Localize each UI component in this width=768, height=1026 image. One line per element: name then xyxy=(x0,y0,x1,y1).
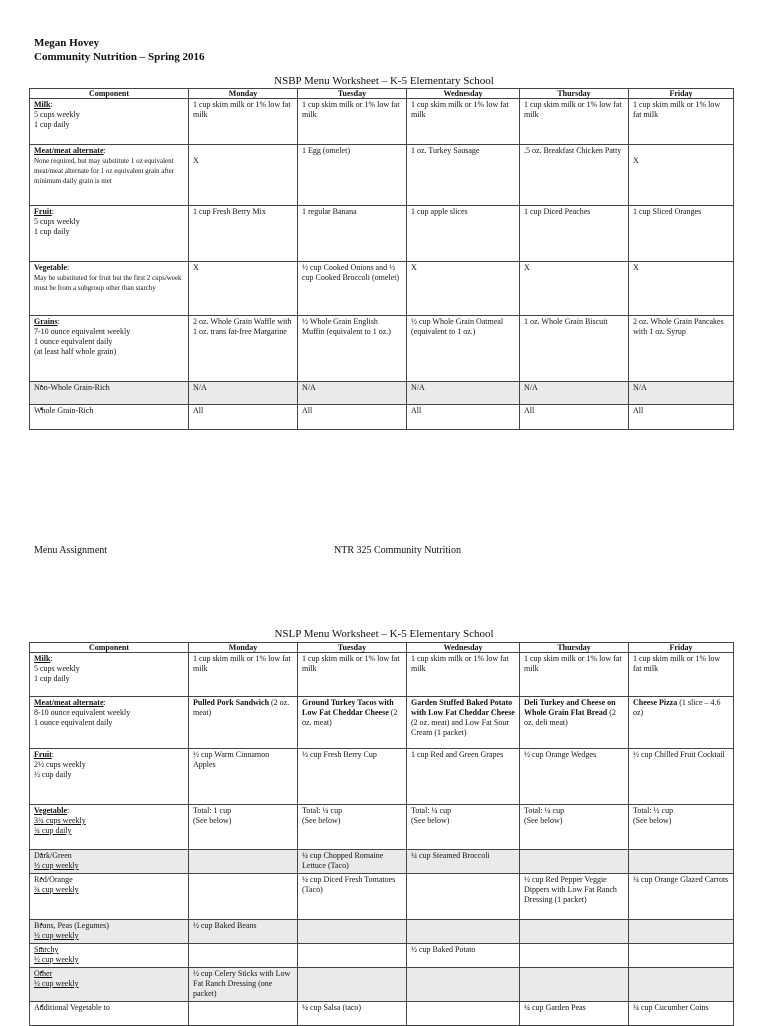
menu-cell: 1 cup Sliced Oranges xyxy=(629,206,734,262)
nsbp-title: NSBP Menu Worksheet – K-5 Elementary School xyxy=(274,75,494,87)
menu-cell: 1 cup Fresh Berry Mix xyxy=(189,206,298,262)
component-label: Grains xyxy=(34,317,58,326)
course-title: Community Nutrition – Spring 2016 xyxy=(34,51,205,63)
menu-cell: ½ cup Warm Cinnamon Apples xyxy=(189,749,298,805)
component-line: 8-10 ounce equivalent weekly xyxy=(34,708,131,717)
component-note: None required, but may substitute 1 oz equivalent meat/meat alternate for 1 oz equivalent grain after minimum daily grain is met xyxy=(34,157,175,185)
menu-cell: ½ cup Whole Grain Oatmeal (equivalent to 1 oz.) xyxy=(407,316,520,382)
component-line: ¾ cup daily xyxy=(34,826,72,835)
component-cell: Grains: 7-10 ounce equivalent weekly 1 ounce equivalent daily (at least half whole grain) xyxy=(30,316,189,382)
nsbp-header-row xyxy=(30,89,734,99)
table-row xyxy=(30,874,734,920)
menu-cell: Total: ¼ cup (See below) xyxy=(298,805,407,850)
table-row xyxy=(30,749,734,805)
component-line: 5 cups weekly xyxy=(34,110,80,119)
table-row xyxy=(30,1002,734,1026)
menu-cell xyxy=(520,920,629,944)
table-row xyxy=(30,805,734,850)
component-line: 1 cup daily xyxy=(34,674,70,683)
nslp-title: NSLP Menu Worksheet – K-5 Elementary School xyxy=(274,628,494,640)
menu-cell: All xyxy=(629,405,734,430)
menu-cell: X xyxy=(189,262,298,316)
table-row xyxy=(30,405,734,430)
subgroup-cell: • Red/Orange ¾ cup weekly xyxy=(30,874,189,920)
menu-cell: N/A xyxy=(629,382,734,405)
menu-cell: 1 cup skim milk or 1% low fat milk xyxy=(298,99,407,145)
menu-cell: X xyxy=(629,262,734,316)
component-label: Fruit xyxy=(34,750,52,759)
menu-cell xyxy=(629,944,734,968)
menu-cell: 2 oz. Whole Grain Pancakes with 1 oz. Syrup xyxy=(629,316,734,382)
menu-cell: ½ cup Fresh Berry Cup xyxy=(298,749,407,805)
menu-cell: Total: ½ cup (See below) xyxy=(629,805,734,850)
menu-cell: 1 cup skim milk or 1% low fat milk xyxy=(629,653,734,697)
menu-cell: 1 cup skim milk or 1% low fat milk xyxy=(520,653,629,697)
component-cell: Milk: 5 cups weekly 1 cup daily xyxy=(30,99,189,145)
menu-cell: X xyxy=(407,262,520,316)
component-line: 1 cup daily xyxy=(34,120,70,129)
footer-left: Menu Assignment xyxy=(34,545,108,556)
component-cell: Meat/meat alternate: 8-10 ounce equivalent weekly 1 ounce equivalent daily xyxy=(30,697,189,749)
table-row xyxy=(30,697,734,749)
component-label: Milk xyxy=(34,654,51,663)
menu-cell: Total: 1 cup (See below) xyxy=(189,805,298,850)
nslp-table xyxy=(29,642,734,1026)
subgroup-cell: • Dark/Green ½ cup weekly xyxy=(30,850,189,874)
menu-cell: 1 cup apple slices xyxy=(407,206,520,262)
menu-cell: ½ cup Celery Sticks with Low Fat Ranch Dressing (one packet) xyxy=(189,968,298,1002)
col-header: Friday xyxy=(629,643,734,653)
menu-cell: X xyxy=(629,145,734,206)
col-header: Component xyxy=(30,89,189,99)
component-label: Meat/meat alternate xyxy=(34,146,104,155)
menu-cell: 1 cup skim milk or 1% low fat milk xyxy=(407,653,520,697)
author-name: Megan Hovey xyxy=(34,37,100,49)
table-row xyxy=(30,316,734,382)
menu-cell xyxy=(407,920,520,944)
menu-cell xyxy=(189,850,298,874)
table-row xyxy=(30,968,734,1002)
component-label: Vegetable xyxy=(34,263,68,272)
menu-cell: All xyxy=(189,405,298,430)
subgroup-label: • Additional Vegetable to xyxy=(30,1002,189,1026)
menu-cell: 1 cup skim milk or 1% low fat milk xyxy=(298,653,407,697)
menu-cell xyxy=(189,944,298,968)
component-line: 2½ cups weekly xyxy=(34,760,86,769)
menu-cell: ½ cup Red Pepper Veggie Dippers with Low Fat Ranch Dressing (1 packet) xyxy=(520,874,629,920)
menu-cell: 1 Egg (omelet) xyxy=(298,145,407,206)
nslp-header-row xyxy=(30,643,734,653)
menu-cell: 1 cup Red and Green Grapes xyxy=(407,749,520,805)
table-row xyxy=(30,850,734,874)
menu-cell: Total: ¼ cup (See below) xyxy=(407,805,520,850)
table-row xyxy=(30,262,734,316)
footer-center: NTR 325 Community Nutrition xyxy=(334,545,461,556)
menu-cell: .5 oz. Breakfast Chicken Patty xyxy=(520,145,629,206)
menu-cell: All xyxy=(407,405,520,430)
component-cell: Fruit: 2½ cups weekly ½ cup daily xyxy=(30,749,189,805)
col-header: Wednesday xyxy=(407,643,520,653)
menu-cell: ¼ cup Steamed Broccoli xyxy=(407,850,520,874)
menu-cell xyxy=(629,850,734,874)
menu-cell xyxy=(629,920,734,944)
menu-cell: X xyxy=(520,262,629,316)
menu-cell: 1 cup Diced Peaches xyxy=(520,206,629,262)
menu-cell: 1 cup skim milk or 1% low fat milk xyxy=(189,99,298,145)
menu-cell: Deli Turkey and Cheese on Whole Grain Flat Bread (2 oz. deli meat) xyxy=(520,697,629,749)
menu-cell: Cheese Pizza (1 slice – 4.6 oz) xyxy=(629,697,734,749)
menu-cell: N/A xyxy=(298,382,407,405)
menu-cell: All xyxy=(298,405,407,430)
menu-cell xyxy=(298,944,407,968)
subgroup-label: • Whole Grain-Rich xyxy=(30,405,189,430)
menu-cell: 1 cup skim milk or 1% low fat milk xyxy=(189,653,298,697)
component-cell: Milk: 5 cups weekly 1 cup daily xyxy=(30,653,189,697)
menu-cell xyxy=(298,920,407,944)
menu-cell xyxy=(629,968,734,1002)
menu-cell: ½ cup Chilled Fruit Cocktail xyxy=(629,749,734,805)
menu-cell: N/A xyxy=(189,382,298,405)
col-header: Monday xyxy=(189,89,298,99)
component-line: 1 cup daily xyxy=(34,227,70,236)
component-line: 5 cups weekly xyxy=(34,664,80,673)
menu-cell: Garden Stuffed Baked Potato with Low Fat Cheddar Cheese (2 oz. meat) and Low Fat Sour Cream (1 packet) xyxy=(407,697,520,749)
menu-cell xyxy=(407,874,520,920)
menu-cell xyxy=(520,968,629,1002)
menu-cell xyxy=(520,850,629,874)
menu-cell: 2 oz. Whole Grain Waffle with 1 oz. trans fat-free Margarine xyxy=(189,316,298,382)
component-cell: Meat/meat alternate: None required, but may substitute 1 oz equivalent meat/meat alternate for 1 oz equivalent grain after minimum daily grain is met xyxy=(30,145,189,206)
subgroup-cell: • Other ½ cup weekly xyxy=(30,968,189,1002)
component-cell: Vegetable: May be substituted for fruit but the first 2 cups/week must be from a subgroup other than starchy xyxy=(30,262,189,316)
component-line: ½ cup daily xyxy=(34,770,72,779)
table-row xyxy=(30,920,734,944)
menu-cell: ½ cup Baked Beans xyxy=(189,920,298,944)
nsbp-table xyxy=(29,88,734,430)
menu-cell xyxy=(189,1002,298,1026)
menu-cell: 1 oz. Turkey Sausage xyxy=(407,145,520,206)
menu-cell: ¼ cup Chopped Romaine Lettuce (Taco) xyxy=(298,850,407,874)
col-header: Component xyxy=(30,643,189,653)
col-header: Tuesday xyxy=(298,89,407,99)
menu-cell: X xyxy=(189,145,298,206)
table-row xyxy=(30,206,734,262)
menu-cell: N/A xyxy=(407,382,520,405)
component-line: (at least half whole grain) xyxy=(34,347,117,356)
subgroup-label: • Non-Whole Grain-Rich xyxy=(30,382,189,405)
menu-cell: Ground Turkey Tacos with Low Fat Cheddar Cheese (2 oz. meat) xyxy=(298,697,407,749)
menu-cell: Total: ¼ cup (See below) xyxy=(520,805,629,850)
menu-cell: 1 regular Banana xyxy=(298,206,407,262)
component-cell: Vegetable: 3¾ cups weekly ¾ cup daily xyxy=(30,805,189,850)
menu-cell: ½ cup Orange Wedges xyxy=(520,749,629,805)
component-line: 1 ounce equivalent daily xyxy=(34,337,113,346)
col-header: Monday xyxy=(189,643,298,653)
component-line: 1 ounce equivalent daily xyxy=(34,718,113,727)
menu-cell: ¼ cup Diced Fresh Tomatoes (Taco) xyxy=(298,874,407,920)
component-line: 5 cups weekly xyxy=(34,217,80,226)
component-line: 3¾ cups weekly xyxy=(34,816,86,825)
menu-cell: ¼ cup Salsa (taco) xyxy=(298,1002,407,1026)
menu-cell: ¼ cup Orange Glazed Carrots xyxy=(629,874,734,920)
menu-cell xyxy=(520,944,629,968)
table-row xyxy=(30,99,734,145)
table-row xyxy=(30,944,734,968)
menu-cell: N/A xyxy=(520,382,629,405)
col-header: Wednesday xyxy=(407,89,520,99)
menu-cell: ½ cup Baked Potato xyxy=(407,944,520,968)
menu-cell: ½ cup Cooked Onions and ½ cup Cooked Broccoli (omelet) xyxy=(298,262,407,316)
table-row xyxy=(30,145,734,206)
menu-cell: ¼ cup Cucumber Coins xyxy=(629,1002,734,1026)
component-label: Milk xyxy=(34,100,51,109)
menu-cell xyxy=(298,968,407,1002)
menu-cell xyxy=(407,1002,520,1026)
col-header: Thursday xyxy=(520,643,629,653)
menu-cell: All xyxy=(520,405,629,430)
col-header: Thursday xyxy=(520,89,629,99)
subgroup-cell: • Beans, Peas (Legumes) ½ cup weekly xyxy=(30,920,189,944)
subgroup-cell: • Starchy ½ cup weekly xyxy=(30,944,189,968)
component-line: 7-10 ounce equivalent weekly xyxy=(34,327,131,336)
col-header: Tuesday xyxy=(298,643,407,653)
component-note: May be substituted for fruit but the first 2 cups/week must be from a subgroup other than starchy xyxy=(34,274,182,292)
menu-cell xyxy=(407,968,520,1002)
component-label: Fruit xyxy=(34,207,52,216)
col-header: Friday xyxy=(629,89,734,99)
table-row xyxy=(30,382,734,405)
menu-cell: 1 cup skim milk or 1% low fat milk xyxy=(520,99,629,145)
menu-cell: 1 cup skim milk or 1% low fat milk xyxy=(407,99,520,145)
menu-cell: ½ Whole Grain English Muffin (equivalent to 1 oz.) xyxy=(298,316,407,382)
menu-cell: 1 cup skim milk or 1% low fat milk xyxy=(629,99,734,145)
component-label: Vegetable xyxy=(34,806,68,815)
component-label: Meat/meat alternate xyxy=(34,698,104,707)
menu-cell xyxy=(189,874,298,920)
menu-cell: 1 oz. Whole Grain Biscuit xyxy=(520,316,629,382)
menu-cell: Pulled Pork Sandwich (2 oz. meat) xyxy=(189,697,298,749)
table-row xyxy=(30,653,734,697)
menu-cell: ¼ cup Garden Peas xyxy=(520,1002,629,1026)
component-cell: Fruit: 5 cups weekly 1 cup daily xyxy=(30,206,189,262)
